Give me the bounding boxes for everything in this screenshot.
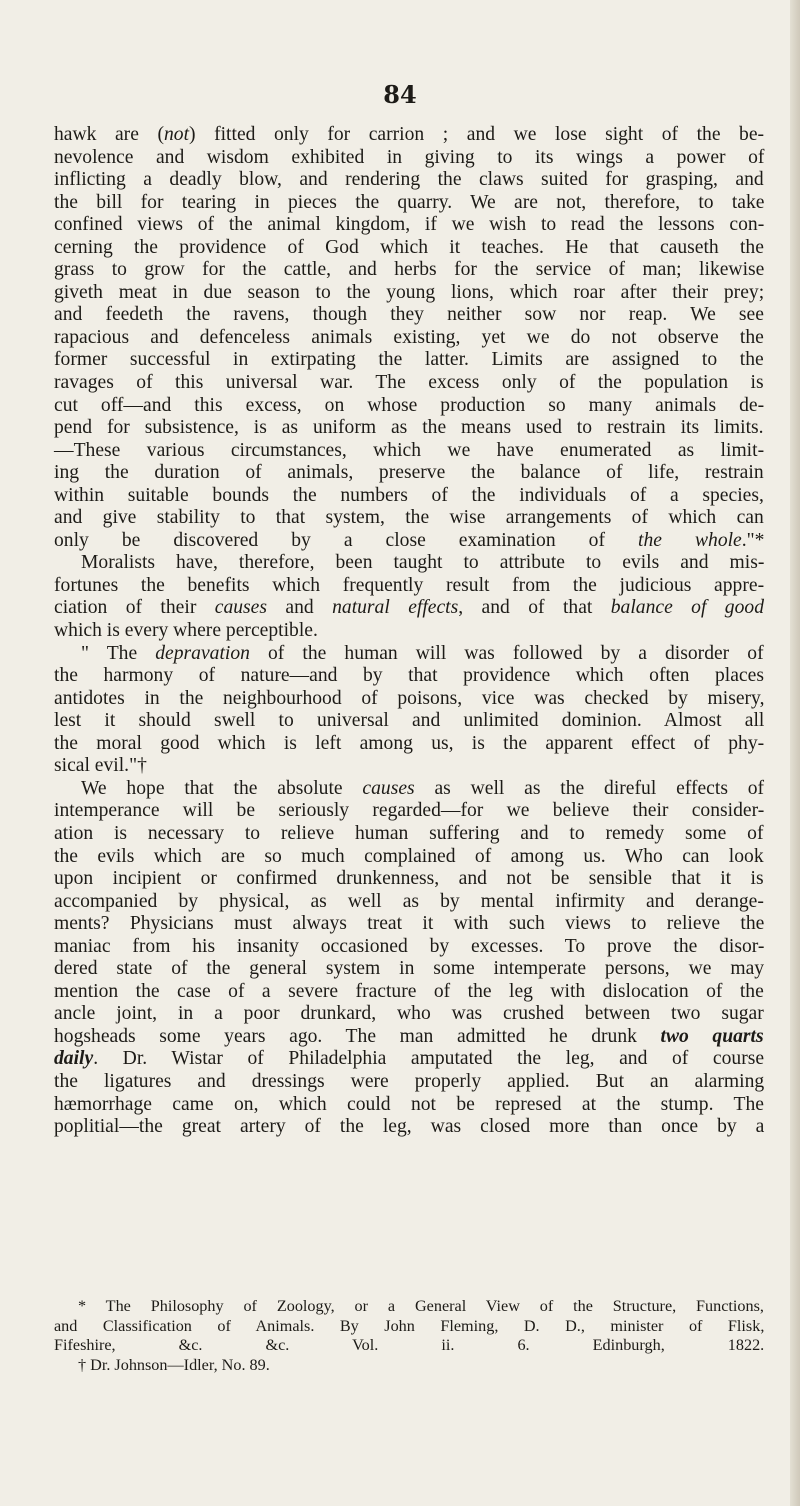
text-line: pend for subsistence, is as uniform as the means used to restrain its limits. [54, 417, 764, 439]
footnote-line: Fifeshire, &c. &c. Vol. ii. 6. Edinburgh, 1822. [54, 1336, 765, 1354]
text-line: rapacious and defenceless animals existing, yet we do not observe the [54, 326, 764, 348]
text-line: fortunes the benefits which frequently result from the judicious appre- [54, 574, 765, 596]
text-line: and feedeth the ravens, though they neither sow nor reap. We see [54, 304, 764, 326]
body-text [54, 124, 764, 1139]
text-line: dered state of the general system in some intemperate persons, we may [54, 958, 765, 980]
text-line: the evils which are so much complained of among us. Who can look [54, 845, 764, 867]
text-line: grass to grow for the cattle, and herbs for the service of man; likewise [54, 259, 765, 281]
text-line: maniac from his insanity occasioned by excesses. To prove the disor- [54, 935, 765, 957]
text-line: daily. Dr. Wistar of Philadelphia amputated the leg, and of course [54, 1048, 765, 1070]
text-line: hawk are (not) fitted only for carrion ; and we lose sight of the be- [54, 124, 765, 145]
text-line: confined views of the animal kingdom, if we wish to read the lessons con- [54, 214, 765, 236]
text-line: the ligatures and dressings were properly applied. But an alarming [54, 1070, 765, 1092]
text-line: —These various circumstances, which we have enumerated as limit- [54, 439, 765, 461]
text-line: antidotes in the neighbourhood of poisons, vice was checked by misery, [54, 687, 765, 709]
text-line: Moralists have, therefore, been taught to attribute to evils and mis- [81, 552, 765, 574]
text-line: accompanied by physical, as well as by mental infirmity and derange- [54, 890, 764, 912]
text-line: We hope that the absolute causes as well as the direful effects of [81, 777, 765, 799]
text-line: which is every where perceptible. [54, 620, 318, 642]
text-line: ments? Physicians must always treat it with such views to relieve the [54, 913, 765, 935]
text-line: ciation of their causes and natural effects, and of that balance of good [54, 597, 764, 619]
text-line: former successful in extirpating the latter. Limits are assigned to the [54, 349, 764, 371]
text-line: the bill for tearing in pieces the quarry. We are not, therefore, to take [54, 191, 765, 213]
footnote-line: * The Philosophy of Zoology, or a General View of the Structure, Functions, [78, 1297, 764, 1315]
text-line: ancle joint, in a poor drunkard, who was crushed between two sugar [54, 1003, 764, 1025]
text-line: poplitial—the great artery of the leg, was closed more than once by a [54, 1116, 765, 1138]
text-line: the harmony of nature—and by that providence which often places [54, 665, 764, 687]
footnote-line: and Classification of Animals. By John Fleming, D. D., minister of Flisk, [54, 1316, 765, 1335]
text-line: cut off—and this excess, on whose production so many animals de- [54, 394, 765, 416]
text-line: cerning the providence of God which it teaches. He that causeth the [54, 236, 764, 258]
text-line: and give stability to that system, the wise arrangements of which can [54, 507, 764, 529]
text-line: giveth meat in due season to the young lions, which roar after their prey; [54, 281, 765, 303]
text-line: only be discovered by a close examination of the whole."* [54, 529, 765, 551]
text-line: ation is necessary to relieve human suffering and to remedy some of [54, 822, 764, 844]
text-line: lest it should swell to universal and unlimited dominion. Almost all [54, 710, 765, 732]
text-line: hogsheads some years ago. The man admitted he drunk two quarts [54, 1025, 764, 1047]
text-line: sical evil."† [54, 755, 147, 777]
footnote-line: † Dr. Johnson—Idler, No. 89. [78, 1355, 270, 1374]
text-line: hæmorrhage came on, which could not be represed at the stump. The [54, 1093, 764, 1115]
text-line: upon incipient or confirmed drunkenness, and not be sensible that it is [54, 868, 764, 890]
page-number: 84 [383, 80, 417, 109]
text-line: nevolence and wisdom exhibited in giving to its wings a power of [54, 146, 765, 168]
text-line: mention the case of a severe fracture of the leg with dislocation of the [54, 980, 764, 1002]
text-line: intemperance will be seriously regarded—for we believe their consider- [54, 800, 765, 822]
footnotes [54, 1297, 764, 1375]
page-edge-shadow [790, 0, 800, 1506]
text-line: ravages of this universal war. The excess only of the population is [54, 372, 764, 394]
text-line: ing the duration of animals, preserve the balance of life, restrain [54, 462, 764, 484]
text-line: the moral good which is left among us, is the apparent effect of phy- [54, 732, 765, 754]
text-line: within suitable bounds the numbers of the individuals of a species, [54, 484, 764, 506]
text-line: inflicting a deadly blow, and rendering the claws suited for grasping, and [54, 169, 764, 191]
text-line: " The depravation of the human will was followed by a disorder of [81, 642, 764, 664]
